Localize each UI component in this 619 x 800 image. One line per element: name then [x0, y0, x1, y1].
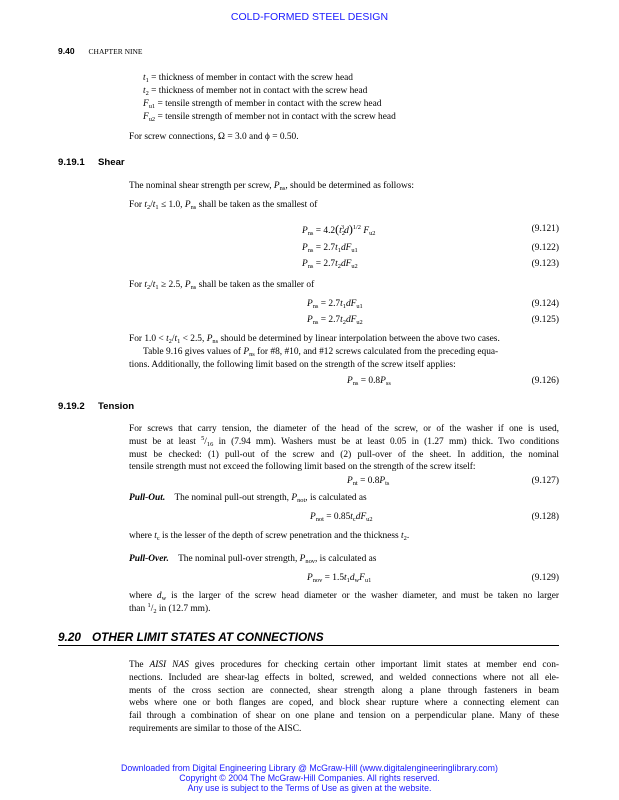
- chapter-label: CHAPTER NINE: [88, 47, 143, 56]
- safety-factor-note: For screw connections, Ω = 3.0 and ϕ = 0.50.: [129, 132, 299, 142]
- section-rule: [58, 645, 559, 646]
- equation-9-124: $P_{ns} = 2.7t_1dF_{u1}$: [307, 299, 363, 310]
- tc-definition: where $t_c$ is the lesser of the depth of screw penetration and the thickness $t_2$.: [129, 531, 410, 542]
- definition-t2: $t_2$ = thickness of member not in contact with the screw head: [143, 86, 368, 97]
- equation-9-126: $P_{ns} = 0.8P_{ss}$: [347, 376, 391, 387]
- table-reference-text: Table 9.16 gives values of $P_{ns}$ for #8, #10, and #12 screws calculated from the preceding equa-: [143, 347, 499, 358]
- shear-condition-2: For $t_2/t_1 \ge 2.5$, $P_{ns}$ shall be taken as the smaller of: [129, 280, 315, 291]
- table-reference-text-cont: tions. Additionally, the following limit based on the strength of the screw itself applies:: [129, 360, 456, 370]
- interpolation-text: For $1.0 < t_2/t_1 < 2.5$, $P_{ns}$ should be determined by linear interpolation between the above two cases.: [129, 334, 500, 345]
- pull-over-paragraph: Pull-Over. The nominal pull-over strength, $P_{nov}$, is calculated as: [129, 554, 377, 565]
- equation-number-9-124: (9.124): [531, 299, 559, 309]
- equation-number-9-127: (9.127): [531, 476, 559, 486]
- equation-9-125: $P_{ns} = 2.7t_2dF_{u2}$: [307, 315, 363, 326]
- shear-intro: The nominal shear strength per screw, $P_{ns}$, should be determined as follows:: [129, 181, 414, 192]
- equation-9-123: $P_{ns} = 2.7t_2dF_{u2}$: [302, 259, 358, 270]
- running-header: [58, 46, 143, 56]
- shear-condition-1: For $t_2/t_1 \le 1.0$, $P_{ns}$ shall be taken as the smallest of: [129, 200, 318, 211]
- equation-9-129: $P_{nov} = 1.5t_1d_wF_{u1}$: [307, 573, 372, 584]
- section-heading-tension: 9.19.2 Tension: [58, 401, 135, 412]
- equation-number-9-125: (9.125): [531, 315, 559, 325]
- equation-number-9-123: (9.123): [531, 259, 559, 269]
- tension-paragraph: For screws that carry tension, the diameter of the head of the screw, or of the washer if one is used, must be at least $^5/_{16}$ in (7.94 mm). Washers must be at least 0.05 in (1.27 mm) thick. Two conditions must be checked: (1) pull-out of the screw and (2) pull-over of the sheet. In addition, the nominal tensile strength must not exceed the following limit based on the strength of the screw itself:: [129, 424, 559, 473]
- footer-copyright[interactable]: Copyright © 2004 The McGraw-Hill Companies. All rights reserved.: [179, 773, 440, 783]
- definition-fu2: $F_{u2}$ = tensile strength of member not in contact with the screw head: [143, 112, 396, 123]
- footer-download-link[interactable]: Downloaded from Digital Engineering Library @ McGraw-Hill (www.digitalengineeringlibrary.com): [121, 763, 498, 773]
- equation-9-122: $P_{ns} = 2.7t_1dF_{u1}$: [302, 243, 358, 254]
- equation-9-127: $P_{nt} = 0.8P_{ts}$: [347, 476, 390, 487]
- footer-terms[interactable]: Any use is subject to the Terms of Use as given at the website.: [187, 783, 432, 793]
- dw-definition: where $d_w$ is the larger of the screw head diameter or the washer diameter, and must be taken no larger than $^1/_2$ in (12.7 mm).: [129, 591, 560, 615]
- equation-9-121: $P_{ns} = 4.2(t_2^3d)^{1/2}$ $F_{u2}$: [302, 222, 376, 237]
- definition-t1: $t_1$ = thickness of member in contact with the screw head: [143, 73, 353, 84]
- section-heading-other-limit-states: 9.20 OTHER LIMIT STATES AT CONNECTIONS: [58, 630, 324, 644]
- other-limit-states-paragraph: The AISI NAS gives procedures for checking certain other important limit states at member end con- nections. Included are shear-lag effects in bolted, screwed, and welded connections where not all ele- ments of the cross section are connected, shear strength along a plane through fasteners in beam webs where one or both flanges are coped, and block shear rupture where a connecting element can fail through a combination of shear on one plane and tension on a perpendicular plane. Many of these requirements are similar to those of the AISC.: [129, 660, 560, 734]
- equation-number-9-129: (9.129): [531, 573, 559, 583]
- equation-number-9-121: (9.121): [531, 224, 559, 234]
- equation-number-9-122: (9.122): [531, 243, 559, 253]
- section-heading-shear: 9.19.1 Shear: [58, 157, 125, 168]
- page-number: 9.40: [58, 46, 75, 56]
- page-banner: COLD-FORMED STEEL DESIGN: [230, 11, 389, 23]
- equation-number-9-126: (9.126): [531, 376, 559, 386]
- equation-number-9-128: (9.128): [531, 512, 559, 522]
- equation-9-128: $P_{not} = 0.85t_cdF_{u2}$: [310, 512, 373, 523]
- definition-fu1: $F_{u1}$ = tensile strength of member in contact with the screw head: [143, 99, 382, 110]
- pull-out-paragraph: Pull-Out. The nominal pull-out strength, $P_{not}$, is calculated as: [129, 493, 367, 504]
